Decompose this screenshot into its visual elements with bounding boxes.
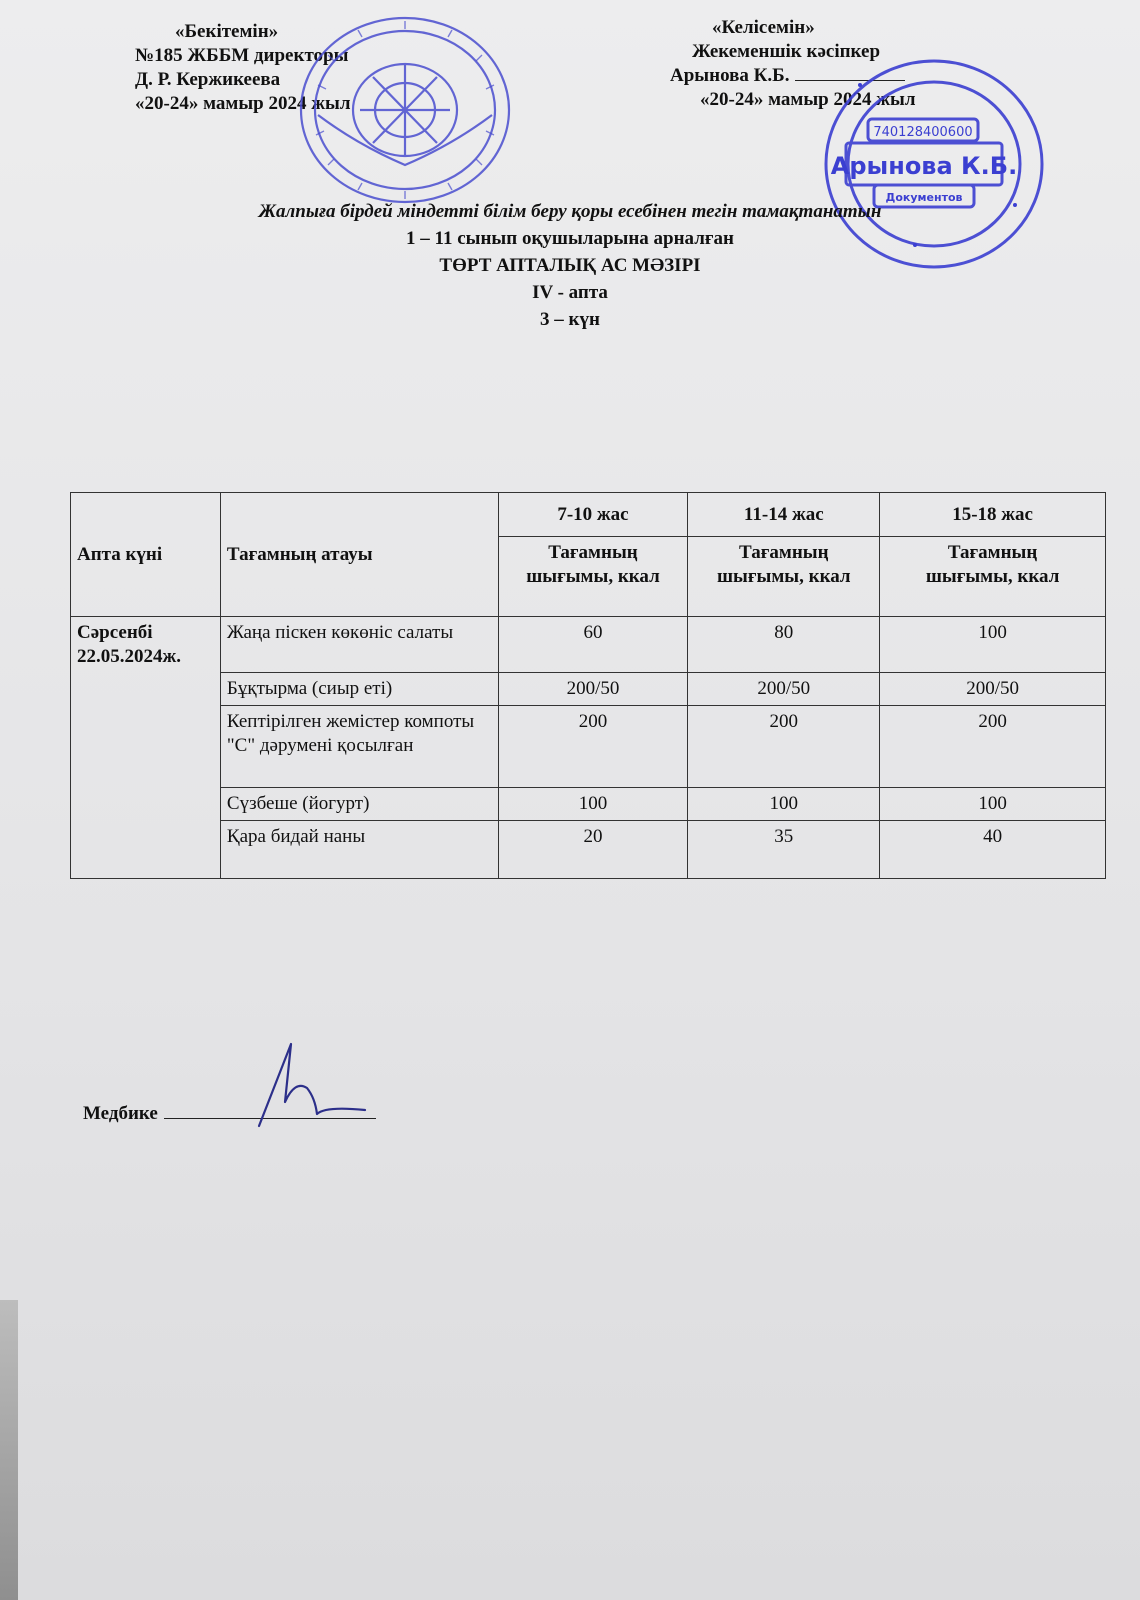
dish-name: Бұқтырма (сиыр еті) xyxy=(220,673,498,706)
value-15-18: 100 xyxy=(880,617,1106,673)
value-7-10: 60 xyxy=(498,617,688,673)
heading-day: 3 – күн xyxy=(540,309,600,330)
dish-name: Қара бидай наны xyxy=(220,821,498,879)
heading-line-1: Жалпыға бірдей міндетті білім беру қоры есебінен тегін тамақтанатын xyxy=(258,201,882,222)
value-7-10: 200 xyxy=(498,706,688,788)
header-age-7-10: 7-10 жас xyxy=(498,493,688,537)
approval-position: №185 ЖББМ директоры xyxy=(135,45,349,66)
agreement-name: Арынова К.Б. xyxy=(670,64,916,88)
background-edge xyxy=(0,1300,18,1600)
school-seal-stamp xyxy=(298,15,512,205)
header-yield-3: Тағамның шығымы, ккал xyxy=(880,537,1106,617)
table-row xyxy=(71,706,1106,788)
stamp-name: Арынова К.Б. xyxy=(830,152,1018,180)
heading-line-3: ТӨРТ АПТАЛЫҚ АС МӘЗІРІ xyxy=(439,255,701,276)
heading-week: IV - апта xyxy=(532,282,608,303)
value-15-18: 200 xyxy=(880,706,1106,788)
value-11-14: 100 xyxy=(688,788,880,821)
value-11-14: 200 xyxy=(688,706,880,788)
agreement-date: «20-24» мамыр 2024 жыл xyxy=(700,89,916,110)
dish-name: Сүзбеше (йогурт) xyxy=(220,788,498,821)
header-age-15-18: 15-18 жас xyxy=(880,493,1106,537)
agreement-title: «Келісемін» xyxy=(712,17,815,38)
table-row xyxy=(71,673,1106,706)
header-yield-2: Тағамның шығымы, ккал xyxy=(688,537,880,617)
table-row xyxy=(71,617,1106,673)
approval-name: Д. Р. Кержикеева xyxy=(135,69,281,90)
approval-date: «20-24» мамыр 2024 жыл xyxy=(135,93,351,114)
value-11-14: 35 xyxy=(688,821,880,879)
day-name: Сәрсенбі xyxy=(77,622,153,643)
approval-title: «Бекітемін» xyxy=(175,21,279,42)
value-11-14: 200/50 xyxy=(688,673,880,706)
nurse-label: Медбике xyxy=(83,1103,158,1124)
header-day: Апта күні xyxy=(71,493,221,617)
header-age-11-14: 11-14 жас xyxy=(688,493,880,537)
day-cell xyxy=(71,617,221,879)
menu-headings xyxy=(0,198,1140,333)
heading-line-2: 1 – 11 сынып оқушыларына арналған xyxy=(406,228,734,249)
value-15-18: 200/50 xyxy=(880,673,1106,706)
menu-table xyxy=(70,492,1106,879)
value-7-10: 200/50 xyxy=(498,673,688,706)
dish-name: Жаңа піскен көкөніс салаты xyxy=(220,617,498,673)
agreement-position: Жекеменшік кәсіпкер xyxy=(692,41,881,62)
value-11-14: 80 xyxy=(688,617,880,673)
value-15-18: 40 xyxy=(880,821,1106,879)
value-7-10: 20 xyxy=(498,821,688,879)
header-dish-name: Тағамның атауы xyxy=(220,493,498,617)
header-yield-1: Тағамның шығымы, ккал xyxy=(498,537,688,617)
stamp-sub: Документов xyxy=(885,191,963,204)
value-15-18: 100 xyxy=(880,788,1106,821)
day-date: 22.05.2024ж. xyxy=(77,646,182,667)
value-7-10: 100 xyxy=(498,788,688,821)
table-row xyxy=(71,788,1106,821)
table-row xyxy=(71,821,1106,879)
nurse-handwritten-signature xyxy=(255,1040,375,1130)
stamp-id-number: 740128400600 xyxy=(873,125,973,140)
dish-name: Кептірілген жемістер компоты "С" дәрумені қосылған xyxy=(220,706,498,788)
